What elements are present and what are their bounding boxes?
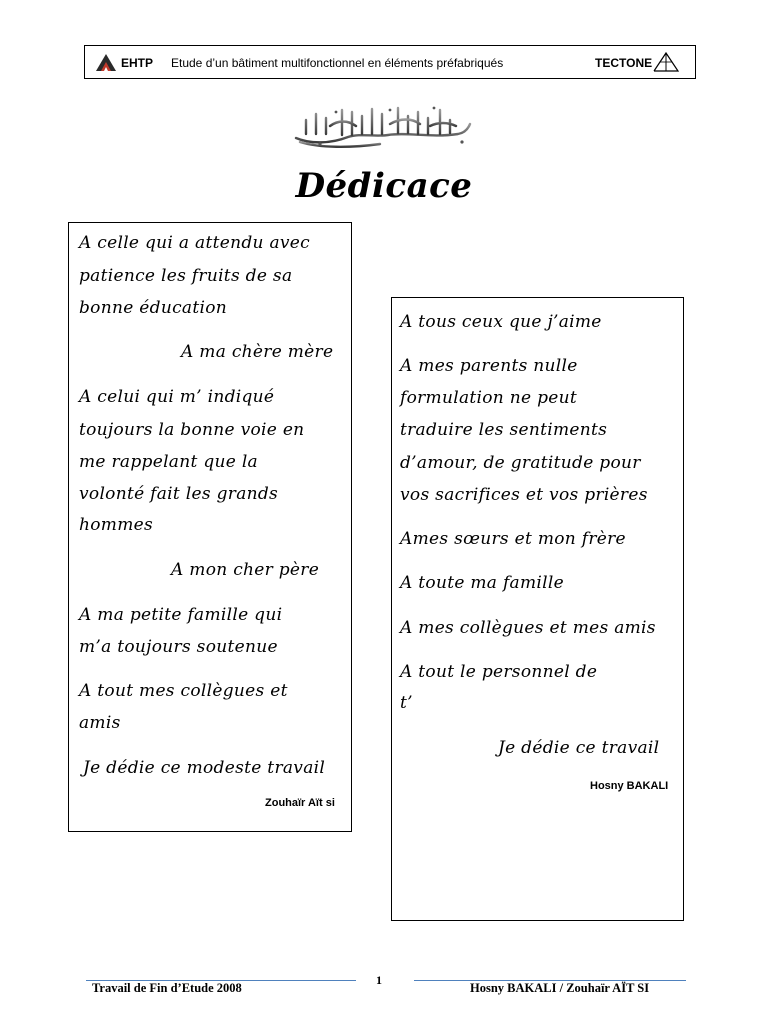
- dedication-line: amis: [79, 713, 121, 733]
- page-number: 1: [376, 973, 382, 987]
- ehtp-logo-icon: [95, 52, 117, 72]
- footer-right-text: Hosny BAKALI / Zouhaïr AÏT SI: [470, 981, 650, 995]
- footer-left-text: Travail de Fin d’Etude 2008: [92, 981, 242, 995]
- dedication-box-right: [391, 297, 684, 921]
- dedication-line: t’: [400, 693, 413, 713]
- dedication-closing: Je dédie ce modeste travail: [83, 758, 326, 778]
- dedication-line: patience les fruits de sa: [79, 266, 293, 286]
- dedication-closing: Je dédie ce travail: [498, 738, 660, 758]
- dedication-line: me rappelant que la: [79, 452, 258, 472]
- dedication-box-left: [68, 222, 352, 832]
- tectone-logo-icon: [651, 50, 681, 74]
- dedication-line: A ma chère mère: [181, 342, 334, 362]
- header-school: EHTP: [121, 56, 154, 70]
- dedication-line: A toute ma famille: [400, 573, 564, 593]
- dedication-line: A celle qui a attendu avec: [79, 233, 310, 253]
- dedication-line: formulation ne peut: [400, 388, 577, 408]
- header-title: Etude d’un bâtiment multifonctionnel en éléments préfabriqués: [171, 56, 504, 70]
- basmala-calligraphy-icon: [290, 104, 476, 150]
- dedication-line: A tout le personnel de: [400, 662, 598, 682]
- signature: Hosny BAKALI: [590, 780, 669, 792]
- dedication-line: toujours la bonne voie en: [79, 420, 305, 440]
- dedication-line: bonne éducation: [79, 298, 227, 318]
- dedication-line: A tous ceux que j’aime: [400, 312, 602, 332]
- header-company: TECTONE: [595, 56, 653, 70]
- page-title: Dédicace: [295, 166, 473, 206]
- dedication-line: Ames sœurs et mon frère: [400, 529, 626, 549]
- dedication-line: A celui qui m’ indiqué: [79, 387, 275, 407]
- header-banner: [84, 45, 696, 79]
- dedication-line: A tout mes collègues et: [79, 681, 288, 701]
- signature: Zouhaïr Aït si: [265, 797, 335, 809]
- dedication-line: m’a toujours soutenue: [79, 637, 278, 657]
- dedication-line: traduire les sentiments: [400, 420, 608, 440]
- dedication-line: vos sacrifices et vos prières: [400, 485, 648, 505]
- dedication-line: A mes parents nulle: [400, 356, 578, 376]
- dedication-line: volonté fait les grands: [79, 484, 279, 504]
- dedication-line: d’amour, de gratitude pour: [400, 453, 641, 473]
- dedication-line: A mon cher père: [171, 560, 320, 580]
- dedication-line: hommes: [79, 515, 154, 535]
- dedication-line: A mes collègues et mes amis: [400, 618, 656, 638]
- dedication-line: A ma petite famille qui: [79, 605, 283, 625]
